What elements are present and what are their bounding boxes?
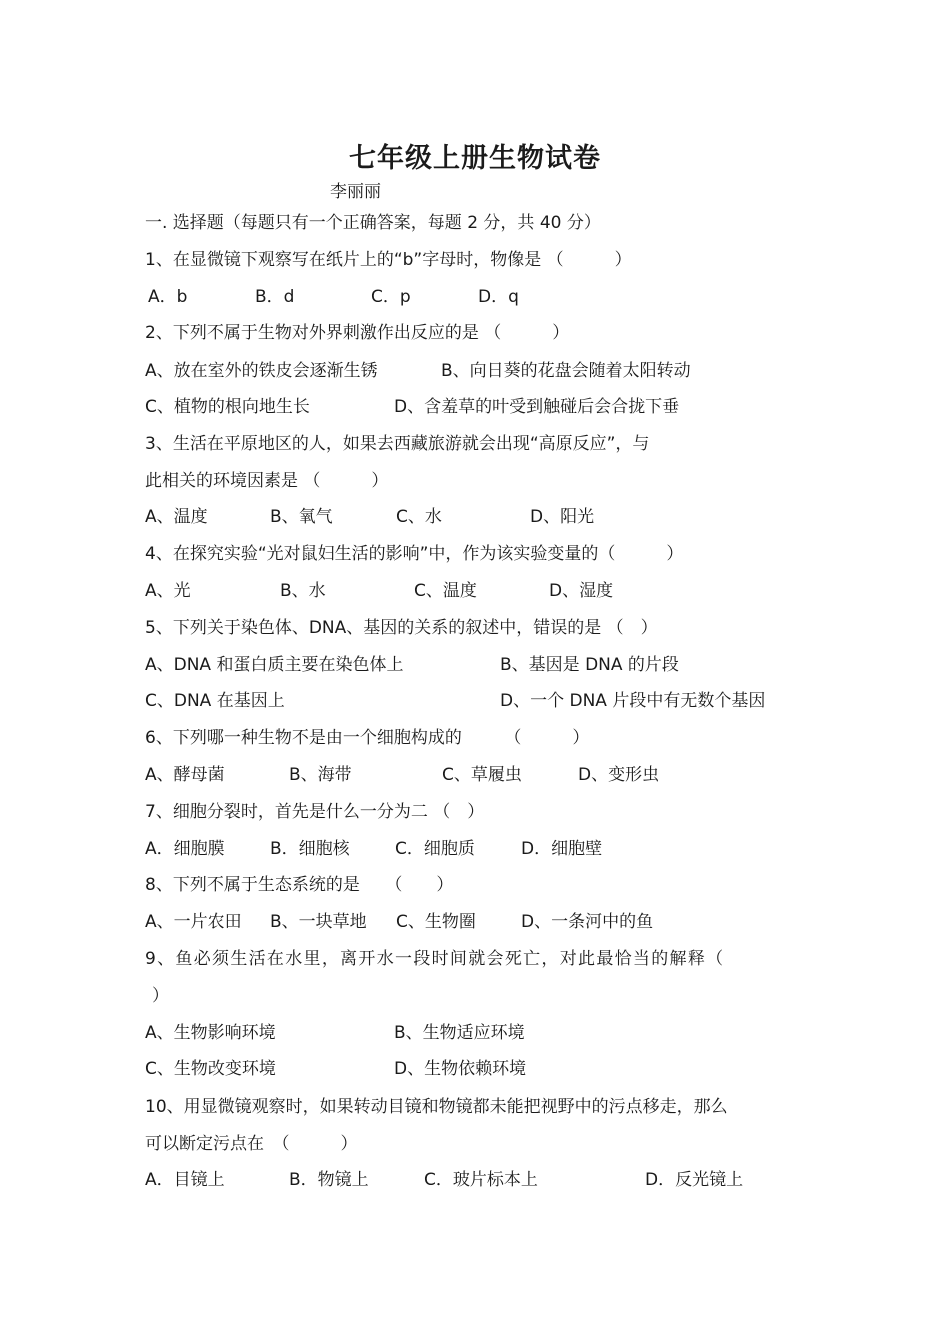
- question-1-option-c: C．p: [371, 287, 411, 307]
- question-8-stem: 8、下列不属于生态系统的是 （ ）: [145, 875, 454, 895]
- question-4-option-d: D、湿度: [549, 581, 614, 601]
- question-5-option-c: C、DNA 在基因上: [145, 691, 285, 711]
- question-10-option-b: B．物镜上: [289, 1170, 369, 1190]
- question-5-option-d: D、一个 DNA 片段中有无数个基因: [500, 691, 766, 711]
- question-9-option-b: B、生物适应环境: [394, 1023, 525, 1043]
- question-8-option-b: B、一块草地: [270, 912, 367, 932]
- question-6-option-c: C、草履虫: [442, 765, 522, 785]
- question-7-option-b: B．细胞核: [270, 839, 350, 859]
- question-1-stem: 1、在显微镜下观察写在纸片上的“b”字母时，物像是 （ ）: [145, 250, 632, 270]
- question-3-option-c: C、水: [396, 507, 442, 527]
- question-8-option-d: D、一条河中的鱼: [521, 912, 654, 932]
- question-2-option-b: B、向日葵的花盘会随着太阳转动: [441, 361, 691, 381]
- question-8-option-c: C、生物圈: [396, 912, 476, 932]
- question-9-stem-continued: ）: [152, 986, 169, 1006]
- question-6-option-d: D、变形虫: [578, 765, 660, 785]
- question-6-stem: 6、下列哪一种生物不是由一个细胞构成的 （ ）: [145, 728, 590, 748]
- question-7-stem: 7、细胞分裂时，首先是什么一分为二 （ ）: [145, 802, 485, 822]
- question-3-stem-continued: 此相关的环境因素是 （ ）: [145, 471, 389, 491]
- question-5-stem: 5、下列关于染色体、DNA、基因的关系的叙述中，错误的是 （ ）: [145, 618, 658, 638]
- section-heading: 一. 选择题（每题只有一个正确答案，每题 2 分，共 40 分）: [145, 213, 601, 233]
- question-6-option-a: A、酵母菌: [145, 765, 225, 785]
- question-9-option-a: A、生物影响环境: [145, 1023, 276, 1043]
- question-10-stem-continued: 可以断定污点在 （ ）: [145, 1134, 358, 1154]
- question-1-option-b: B．d: [255, 287, 295, 307]
- question-5-option-b: B、基因是 DNA 的片段: [500, 655, 679, 675]
- question-7-option-c: C．细胞质: [395, 839, 475, 859]
- question-2-stem: 2、下列不属于生物对外界刺激作出反应的是 （ ）: [145, 323, 570, 343]
- question-2-option-c: C、植物的根向地生长: [145, 397, 310, 417]
- question-10-stem: 10、用显微镜观察时，如果转动目镜和物镜都未能把视野中的污点移走，那么: [145, 1097, 728, 1117]
- question-5-option-a: A、DNA 和蛋白质主要在染色体上: [145, 655, 404, 675]
- question-2-option-a: A、放在室外的铁皮会逐渐生锈: [145, 361, 378, 381]
- question-3-stem: 3、生活在平原地区的人，如果去西藏旅游就会出现“高原反应”，与: [145, 434, 650, 454]
- question-9-stem: 9、鱼必须生活在水里，离开水一段时间就会死亡，对此最恰当的解释（: [145, 949, 725, 969]
- question-10-option-c: C．玻片标本上: [424, 1170, 538, 1190]
- question-1-option-a: A．b: [148, 287, 188, 307]
- question-10-option-d: D．反光镜上: [645, 1170, 744, 1190]
- question-4-option-a: A、光: [145, 581, 191, 601]
- question-7-option-a: A．细胞膜: [145, 839, 225, 859]
- page-title: 七年级上册生物试卷: [349, 143, 601, 174]
- question-4-option-b: B、水: [280, 581, 326, 601]
- question-9-option-d: D、生物依赖环境: [394, 1059, 527, 1079]
- question-9-option-c: C、生物改变环境: [145, 1059, 276, 1079]
- question-4-option-c: C、温度: [414, 581, 477, 601]
- question-3-option-d: D、阳光: [530, 507, 595, 527]
- question-7-option-d: D．细胞壁: [521, 839, 603, 859]
- question-10-option-a: A．目镜上: [145, 1170, 225, 1190]
- question-3-option-b: B、氧气: [270, 507, 333, 527]
- question-1-option-d: D．q: [478, 287, 519, 307]
- question-6-option-b: B、海带: [289, 765, 352, 785]
- question-8-option-a: A、一片农田: [145, 912, 242, 932]
- question-3-option-a: A、温度: [145, 507, 208, 527]
- question-4-stem: 4、在探究实验“光对鼠妇生活的影响”中，作为该实验变量的（ ）: [145, 544, 684, 564]
- author-name: 李丽丽: [330, 182, 381, 202]
- question-2-option-d: D、含羞草的叶受到触碰后会合拢下垂: [394, 397, 680, 417]
